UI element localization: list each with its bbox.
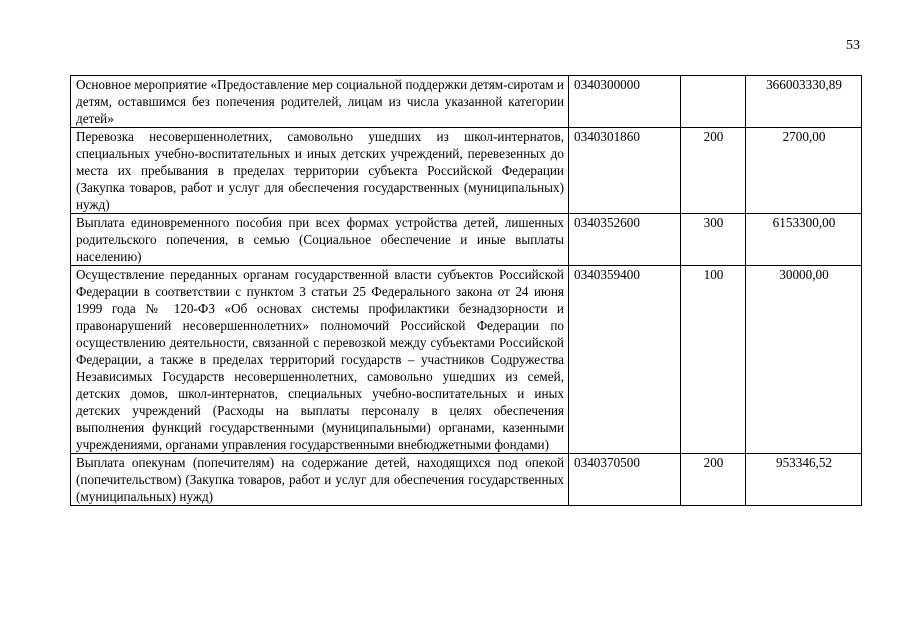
table-row: [71, 214, 862, 266]
row-sum-cell: 30000,00: [746, 266, 862, 454]
row-sum-cell: 6153300,00: [746, 214, 862, 266]
row-name-cell: Основное мероприятие «Предоставление мер социальной поддержки детям-сиротам и детям, оставшимся без попечения родителей, лицам из числа указанной категории детей»: [71, 76, 569, 128]
row-name-cell: Перевозка несовершеннолетних, самовольно ушедших из школ-интернатов, специальных учебно-воспитательных и иных детских учреждений, перевезенных до места их пребывания в пределах территории субъекта Российской Федерации (Закупка товаров, работ и услуг для обеспечения государственных (муниципальных) нужд): [71, 128, 569, 214]
row-vr-cell: 100: [681, 266, 746, 454]
row-vr-cell: 200: [681, 128, 746, 214]
row-csr-cell: 0340352600: [569, 214, 681, 266]
budget-table: [70, 75, 862, 506]
row-name-cell: Выплата опекунам (попечителям) на содержание детей, находящихся под опекой (попечительством) (Закупка товаров, работ и услуг для обеспечения государственных (муниципальных) нужд): [71, 454, 569, 506]
row-sum-cell: 953346,52: [746, 454, 862, 506]
row-sum-cell: 2700,00: [746, 128, 862, 214]
row-csr-cell: 0340370500: [569, 454, 681, 506]
table-row: [71, 266, 862, 454]
row-vr-cell: 300: [681, 214, 746, 266]
page-number: 53: [846, 38, 860, 53]
row-name-cell: Выплата единовременного пособия при всех формах устройства детей, лишенных родительского попечения, в семью (Социальное обеспечение и иные выплаты населению): [71, 214, 569, 266]
row-csr-cell: 0340359400: [569, 266, 681, 454]
row-vr-cell: 200: [681, 454, 746, 506]
row-sum-cell: 366003330,89: [746, 76, 862, 128]
table-row: [71, 128, 862, 214]
row-csr-cell: 0340301860: [569, 128, 681, 214]
row-csr-cell: 0340300000: [569, 76, 681, 128]
row-name-cell: Осуществление переданных органам государственной власти субъектов Российской Федерации в соответствии с пунктом 3 статьи 25 Федерального закона от 24 июня 1999 года № 120-ФЗ «Об основах системы профилактики безнадзорности и правонарушений несовершеннолетних» полномочий Российской Федерации по осуществлению деятельности, связанной с перевозкой между субъектами Российской Федерации, а также в пределах территорий государств – участников Содружества Независимых Государств несовершеннолетних, самовольно ушедших из семей, детских домов, школ-интернатов, специальных учебно-воспитательных и иных детских учреждений (Расходы на выплаты персоналу в целях обеспечения выполнения функций государственными (муниципальными) органами, казенными учреждениями, органами управления государственными внебюджетными фондами): [71, 266, 569, 454]
table-row: [71, 454, 862, 506]
table-row: [71, 76, 862, 128]
row-vr-cell: [681, 76, 746, 128]
